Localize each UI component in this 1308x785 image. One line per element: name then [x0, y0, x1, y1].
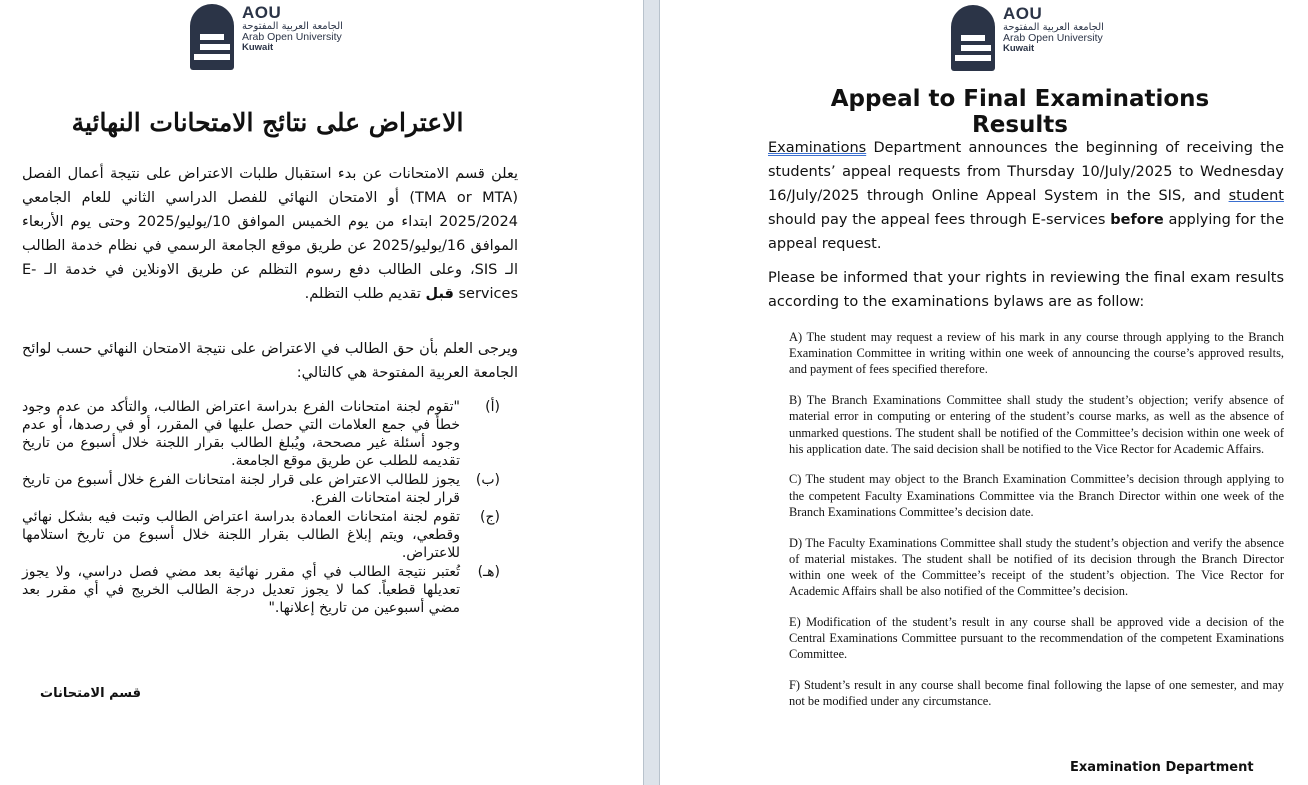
arabic-intro-paragraph [22, 162, 518, 306]
english-page [660, 0, 1308, 785]
arabic-rights-intro: ويرجى العلم بأن حق الطالب في الاعتراض على نتيجة الامتحان النهائي حسب لوائح الجامعة العربية المفتوحة هي كالتالي: [22, 341, 518, 381]
arabic-intro-text: يعلن قسم الامتحانات عن بدء استقبال طلبات الاعتراض على نتيجة أعمال الفصل (TMA or MTA) أو الامتحان النهائي للفصل الدراسي الثاني للعام الجامعي 2025/2024 ابتداء من يوم الخميس الموافق 10/يوليو/2025 وحتى يوم الأربعاء الموافق 16/يوليو/2025 عن طريق موقع الجامعة الرسمي في نظام خدمة الطالب الـ SIS، وعلى الطالب دفع رسوم التظلم عن طريق الاونلاين في خدمة الـ E-services [22, 166, 519, 302]
english-rights-item: C) The student may object to the Branch Examination Committee’s decision through applying to the competent Faculty Examinations Committee via the Branch Director within one week of the Branch Examinations Committee’s decision date. [789, 472, 1284, 519]
english-rights-item: E) Modification of the student’s result in any course shall be approved vide a decision of the Central Examinations Committee pursuant to the recommendation of the competent Examinations Committee. [789, 614, 1284, 662]
arabic-rights-item [22, 471, 500, 507]
aou-logo-mark [951, 5, 995, 71]
arabic-intro-bold: قبل [425, 286, 454, 302]
intro-text-part3: applying for the appeal request. [768, 212, 1285, 252]
arabic-rights-item [22, 398, 500, 470]
logo-abbr: AOU [1003, 4, 1043, 23]
logo-arabic-name: الجامعة العربية المفتوحة [242, 20, 343, 32]
intro-text-part1: Department announces the beginning of receiving the students’ appeal requests from Thursday 10/July/2025 to Wednesday 16/July/2025 through Online Appeal System in the SIS, and [768, 140, 1284, 204]
intro-word-examinations: Examinations [768, 140, 867, 156]
english-signature: Examination Department [1070, 760, 1254, 775]
english-rights-item: A) The student may request a review of his mark in any course through applying to the Branch Examination Committee in writing within one week of announcing the course’s approved results, and payment of fees specified therefore. [789, 330, 1284, 377]
arabic-item-text: تُعتبر نتيجة الطالب في أي مقرر نهائية بعد مضي فصل دراسي، ولا يجوز تعديلها قطعياً. كما لا يجوز تعديل درجة الطالب الخريج في أي مقرر بعد مضي أسبوعين من تاريخ إعلانها." [22, 564, 460, 616]
aou-logo-text [1003, 5, 1104, 54]
arabic-page [0, 0, 643, 785]
english-rights-list [789, 329, 1284, 724]
arabic-item-text: يجوز للطالب الاعتراض على قرار لجنة امتحانات الفرع خلال أسبوع من تاريخ قرار لجنة امتحانات الفرع. [22, 472, 460, 506]
arabic-rights-item [22, 563, 500, 617]
aou-logo [951, 5, 1104, 71]
page-gutter [643, 0, 660, 785]
intro-word-student: student [1228, 188, 1284, 204]
logo-branch: Kuwait [242, 42, 274, 54]
arabic-item-marker: (ج) [480, 509, 500, 525]
arabic-item-marker: (هـ) [477, 564, 500, 580]
arabic-item-marker: (ب) [475, 472, 500, 488]
arabic-title: الاعتراض على نتائج الامتحانات النهائية [71, 108, 464, 137]
english-rights-item: F) Student’s result in any course shall become final following the lapse of one semester, and may not be modified under any circumstance. [789, 677, 1284, 709]
english-rights-item: D) The Faculty Examinations Committee shall study the student’s objection and verify the absence of material mistakes. The student shall be notified of its decision through the Branch Director within one week of the Committee’s receipt of the student’s objection. The Vice Rector for Academic Affairs shall be also notified of the Committee’s decision. [789, 535, 1284, 599]
arabic-item-text: تقوم لجنة امتحانات العمادة بدراسة اعتراض الطالب وتبت فيه بشكل نهائي وقطعي، ويتم إبلاغ الطالب بقرار اللجنة خلال أسبوع من تاريخ استلامها للاعتراض. [22, 509, 460, 561]
aou-logo-mark [190, 4, 234, 70]
logo-english-name: Arab Open University [242, 31, 342, 44]
intro-bold-before: before [1110, 212, 1164, 228]
logo-branch: Kuwait [1003, 43, 1035, 55]
arabic-signature: قسم الامتحانات [40, 686, 142, 701]
english-rights-item: B) The Branch Examinations Committee shall study the student’s objection; verify absence of material error in computing or entering of the student’s course marks, as well as the absence of unmarked questions. The student shall be notified of the Committee’s decision within one week of his application date. The said decision shall be notified to the Vice Rector for Academic Affairs. [789, 393, 1284, 456]
intro-text-part2: should pay the appeal fees through E-services [768, 212, 1111, 228]
aou-logo-text [242, 4, 343, 53]
aou-logo [190, 4, 343, 70]
arabic-rights-list [22, 398, 500, 618]
logo-abbr: AOU [242, 3, 282, 22]
arabic-rights-item [22, 508, 500, 562]
arabic-item-marker: (أ) [485, 399, 500, 415]
logo-english-name: Arab Open University [1003, 32, 1103, 45]
english-title: Appeal to Final Examinations Results [830, 86, 1210, 138]
english-rights-intro: Please be informed that your rights in reviewing the final exam results according to the examinations bylaws are as follow: [768, 270, 1284, 310]
english-intro-paragraph [768, 136, 1284, 256]
logo-arabic-name: الجامعة العربية المفتوحة [1003, 21, 1104, 33]
arabic-intro-end: تقديم طلب التظلم. [304, 286, 421, 302]
arabic-item-text: "تقوم لجنة امتحانات الفرع بدراسة اعتراض الطالب، والتأكد من عدم وجود خطأ في جمع العلامات التي حصل عليها في المقرر، أو في رصدها، أو عدم وجود أسئلة غير مصححة، ويُبلغ الطالب بقرار اللجنة خلال أسبوع من تاريخ تقديمه للطلب عن طريق موقع الجامعة. [22, 399, 460, 469]
